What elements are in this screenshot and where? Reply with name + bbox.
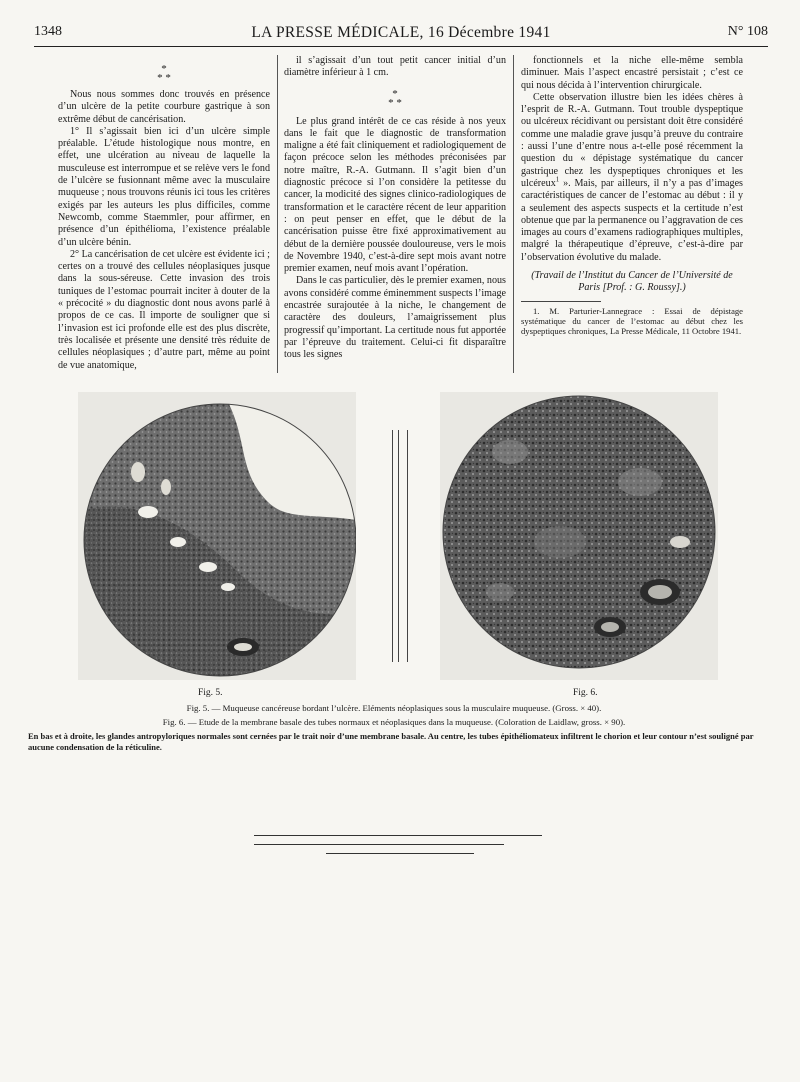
- column-divider: [277, 55, 278, 373]
- header-rule: [34, 46, 768, 47]
- paragraph: Le plus grand intérêt de ce cas réside à nos yeux dans le fait que le diagnostic de transformation maligne a été fait cliniquement et radiologiquement de façon précoce selon les méthodes préconisées par notre maître, R.-A. Gutmann. Il s’agit bien d’un diagnostic précoce si l’on considère la petitesse du cancer, la modicité des signes clinico-radiologiques de transformation et le caractère récent de leur apparition : on peut penser en effet, que le début de la cancérisation puisse être fixé approximativement au début de la dernière poussée douloureuse, vers le mois de Novembre 1940, c’est-à-dire sept mois avant notre premier examen, neuf mois avant l’opération.: [284, 115, 506, 275]
- page-header: [34, 24, 768, 46]
- journal-title: LA PRESSE MÉDICALE, 16 Décembre 1941: [251, 24, 551, 41]
- page-number: 1348: [34, 24, 62, 39]
- column-divider: [513, 55, 514, 373]
- paragraph: [521, 92, 743, 264]
- footnote-reference: 1: [555, 175, 560, 184]
- figure-6-caption: Fig. 6. — Etude de la membrane basale des tubes normaux et néoplasiques dans la muqueuse. (Coloration de Laidlaw, gross. × 90).: [162, 717, 626, 727]
- figure-5-micrograph: [78, 392, 356, 680]
- paragraph: Nous nous sommes donc trouvés en présence d’un ulcère de la petite courbure gastrique à son extrême début de cancérisation.: [58, 89, 270, 125]
- paragraph-text: ». Mais, par ailleurs, il n’y a pas d’images caractéristiques de cancer de l’estomac au début : il y a seulement des aspects suspects et la certitude n’est obtenue que par la permanence ou l’aggravation de ces images au cours d’examens radiographiques multiples, malgré la thérapeutique d’épreuve, c’est-à-dire par l’observation évolutive du malade.: [521, 177, 743, 263]
- paragraph: 2° La cancérisation de cet ulcère est évidente ici ; certes on a trouvé des cellules néoplasiques jusque dans la sous-séreuse. Cette invasion des trois tuniques de l’estomac pourrait inciter à douter de la « précocité » du diagnostic dont nous avons parlé à propos de ce cas. Il importe de souligner que si l’invasion est ici profonde elle est des plus discrète, très localisée et présente une densité très réduite de cellules néoplasiques ; d’autre part, même au point de vue anatomique,: [58, 248, 270, 371]
- paragraph: Dans le cas particulier, dès le premier examen, nous avons considéré comme éminemment suspects l’image encastrée surajoutée à la niche, le changement de caractère des douleurs, l’amaigrissement plus progressif qu’important. La certitude nous fut apportée par l’épreuve du traitement. Celui-ci fit disparaître tous les signes: [284, 275, 506, 361]
- decorative-rule: [254, 835, 542, 836]
- figure-6-caption-detail: En bas et à droite, les glandes antropyloriques normales sont cernées par le trait noir d’une membrane basale. Au centre, les tubes épithéliomateux infiltrent le chorion et leur contour n’est souligné par aucune condensation de la réticuline.: [28, 731, 754, 752]
- institution-signature: (Travail de l’Institut du Cancer de l’Université de Paris [Prof. : G. Roussy].): [531, 270, 733, 294]
- footnote-rule: [521, 301, 601, 302]
- footnote: 1. M. Parturier-Lannegrace : Essai de dépistage systématique du cancer de l’estomac au début chez les dyspeptiques chroniques, La Presse Médicale, 11 Octobre 1941.: [521, 305, 743, 336]
- text-column-1: [58, 55, 270, 372]
- histology-micrograph: [78, 392, 356, 680]
- paragraph: fonctionnels et la niche elle-même sembla diminuer. Mais l’aspect encastré persistait ; c’est ce qui nous décida à l’intervention chirurgicale.: [521, 55, 743, 91]
- figure-6-label: Fig. 6.: [573, 688, 598, 698]
- text-column-2: [284, 55, 506, 362]
- issue-number: N° 108: [727, 24, 768, 39]
- text-column-3: [521, 55, 743, 336]
- section-separator: * * *: [388, 87, 402, 109]
- section-separator: * * *: [157, 63, 171, 84]
- paragraph: 1° Il s’agissait bien ici d’un ulcère simple préalable. L’étude histologique nous montre, en effet, une ulcération au niveau de laquelle la musculeuse est interrompue et se relève vers le fond de l’ulcère se fusionnant même avec la musculaire muqueuse ; nous trouvons réunis ici tous les critères exigés par les auteurs les plus difficiles, comme Newcomb, comme Staemmler, pour affirmer, en présence d’un épithélioma, l’existence préalable d’un ulcère bénin.: [58, 125, 270, 248]
- decorative-rule: [254, 844, 504, 845]
- figure-6-micrograph: [440, 392, 718, 680]
- histology-micrograph: [440, 392, 718, 680]
- paragraph-text: Cette observation illustre bien les idées chères à l’esprit de R.-A. Gutmann. Tout trouble dyspeptique ou ulcéreux récidivant ou persistant doit être considéré comme une maladie grave jusqu’à preuve du contraire : aussi l’une d’entre nous a-t-elle posé récemment la question du « dépistage systématique du cancer gastrique chez les dyspeptiques chroniques et les ulcéreux: [521, 91, 743, 189]
- decorative-rule: [326, 853, 474, 854]
- paragraph: il s’agissait d’un tout petit cancer initial d’un diamètre inférieur à 1 cm.: [284, 55, 506, 79]
- figure-divider-rules: [392, 430, 408, 662]
- figure-5-caption: Fig. 5. — Muqueuse cancéreuse bordant l’ulcère. Eléments néoplasiques sous la musculaire muqueuse. (Gross. × 40).: [186, 703, 602, 713]
- figure-5-label: Fig. 5.: [198, 688, 223, 698]
